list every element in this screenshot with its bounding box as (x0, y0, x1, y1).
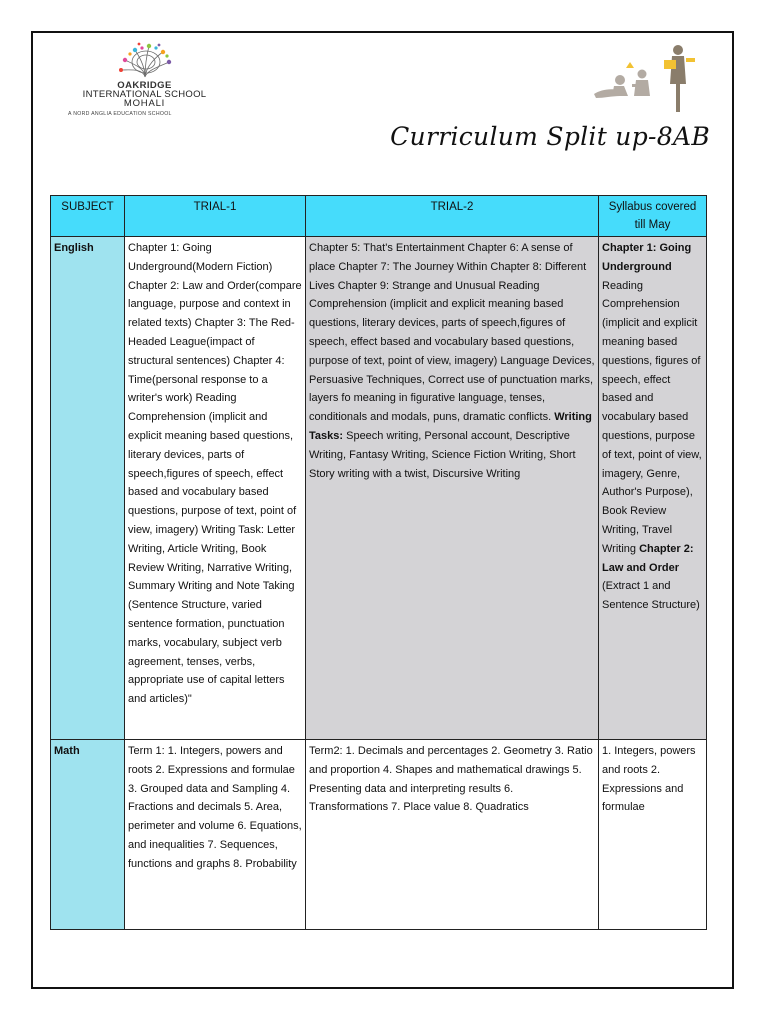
school-tagline: A NORD ANGLIA EDUCATION SCHOOL (68, 111, 172, 117)
table-row-english (51, 237, 707, 740)
subject-name: Math (54, 745, 80, 757)
english-syllabus-chapter2: Chapter 2: Law and Order (602, 542, 694, 574)
subject-cell-english (51, 237, 125, 740)
english-trial-2-text: Chapter 5: That's Entertainment Chapter 6: A sense of place Chapter 7: The Journey Within Chapter 8: Different Lives Chapter 9: Strange and Unusual Reading Comprehension (implicit and explicit meaning based questions, literary devices, parts of speech,figures of speech, effect based and vocabulary based questions, purpose of text, point of view, imagery) Language Devices, Persuasive Techniques, Correct use of punctuation marks, layers fo meaning in figurative language, tenses, conditionals and modals, puns, dramatic conflicts. (309, 242, 595, 424)
table-row-math (51, 740, 707, 930)
header-trial-2: TRIAL-2 (306, 196, 599, 237)
math-trial-1-cell: Term 1: 1. Integers, powers and roots 2. Expressions and formulae 3. Grouped data and Sampling 4. Fractions and decimals 5. Area, perimeter and volume 6. Equations, and inequalities 7. Sequences, functions and graphs 8. Probability (125, 740, 306, 930)
english-syllabus-text2: (Extract 1 and Sentence Structure) (602, 580, 700, 612)
table-header-row (51, 196, 707, 237)
header-syllabus-covered: Syllabus covered till May (599, 196, 707, 237)
header-trial-1: TRIAL-1 (125, 196, 306, 237)
english-syllabus-text1: Reading Comprehension (implicit and explicit meaning based questions, figures of speech, effect based and vocabulary based questions, purpose of text, point of view, imagery, Genre, Author's Purpose), Book Review Writing, Travel Writing (602, 279, 702, 555)
school-name-line1: OAKRIDGE (117, 80, 172, 91)
students-illustration-icon (590, 40, 702, 116)
math-trial-2-cell: Term2: 1. Decimals and percentages 2. Geometry 3. Ratio and proportion 4. Shapes and mathematical drawings 5. Presenting data and interpreting results 6. Transformations 7. Place value 8. Quadratics (306, 740, 599, 930)
page-title: Curriculum Split up-8AB (390, 122, 710, 151)
tree-logo-icon (115, 42, 175, 78)
header-subject: SUBJECT (51, 196, 125, 237)
english-syllabus-cell (599, 237, 707, 740)
english-trial-2-writing: Speech writing, Personal account, Descriptive Writing, Fantasy Writing, Science Fiction Writing, Short Story writing with a twist, Discursive Writing (309, 429, 576, 480)
curriculum-table (50, 195, 707, 930)
english-syllabus-chapter1: Chapter 1: Going Underground (602, 242, 692, 273)
school-logo (62, 42, 227, 118)
school-name-line2: INTERNATIONAL SCHOOL (82, 89, 207, 100)
subject-name: English (54, 242, 94, 254)
school-name-line3: MOHALI (123, 98, 166, 109)
subject-cell-math (51, 740, 125, 930)
math-syllabus-cell: 1. Integers, powers and roots 2. Expressions and formulae (599, 740, 707, 930)
english-trial-2-cell (306, 237, 599, 740)
writing-tasks-label: Writing Tasks: (309, 411, 592, 442)
english-trial-1-cell: Chapter 1: Going Underground(Modern Fiction) Chapter 2: Law and Order(compare language, purpose and context in related texts) Chapter 3: The Red-Headed League(impact of structural sentences) Chapter 4: Time(personal response to a writer's work) Reading Comprehension (implicit and explicit meaning based questions, literary devices, parts of speech,figures of speech, effect based and vocabulary based questions, purpose of text, point of view, imagery) Writing Task: Letter Writing, Article Writing, Book Review Writing, Narrative Writing, Summary Writing and Note Taking (Sentence Structure, varied sentence formation, punctuation marks, vocabulary, subject verb agreement, tenses, verbs, appropriate use of capital letters and articles)" (125, 237, 306, 740)
